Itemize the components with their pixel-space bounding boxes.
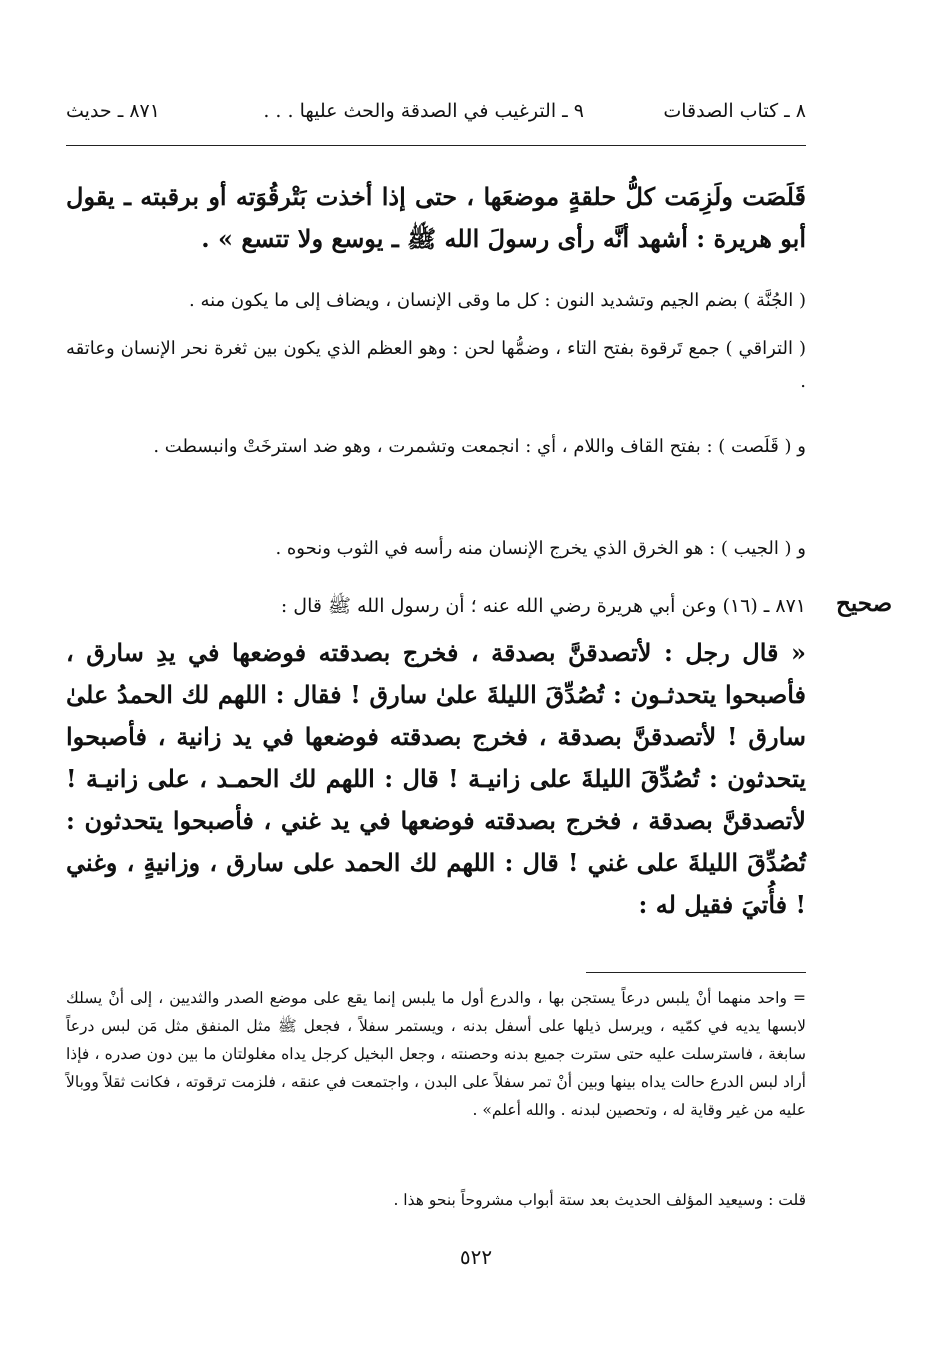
running-header — [66, 100, 806, 134]
hadith-text: « قال رجل : لأتصدقنَّ بصدقة ، فخرج بصدقته فوضعها في يدِ سارق ، فأصبحوا يتحدثـون : تُصُدِّقَ الليلةَ علىٰ سارق ! فقال : اللهم لك الحمدُ علىٰ سارق ! لأتصدقنَّ بصدقة ، فخرج بصدقته فوضعها في يد زانية ، فأصبحوا يتحدثون : تُصُدِّقَ الليلةَ على زانيـة ! قال : اللهم لك الحمـد ، على زانيـة ! لأتصدقنَّ بصدقة ، فخرج بصدقته فوضعها في يد غني ، فأصبحوا يتحدثون : تُصُدِّقَ الليلةَ على غني ! قال : اللهم لك الحمد على سارق ، وزانيةٍ ، وغني ! فأُتيَ فقيل له : — [66, 638, 806, 919]
hadith-continuation: قَلَصَت ولَزِمَت كلُّ حلقةٍ موضعَها ، حتى إذا أخذت بَتْرقُوَته أو برقبته ـ يقول أبو هريرة : أشهد أنَّه رأى رسولَ الله ﷺ ـ يوسع ولا تتسع » . — [66, 182, 806, 253]
hadith-narration: ٨٧١ ـ (١٦) وعن أبي هريرة رضي الله عنه ؛ أن رسول الله ﷺ قال : — [280, 595, 806, 617]
grade-label: صحيح — [836, 590, 893, 617]
note-jayb: و ( الجيب ) : هو الخرق الذي يخرج الإنسان منه رأسه في الثوب ونحوه . — [275, 538, 806, 559]
header-book-title: ٨ ـ كتاب الصدقات — [663, 100, 806, 122]
note-jannah: ( الجُنَّة ) بضم الجيم وتشديد النون : كل ما وقى الإنسان ، ويضاف إلى ما يكون منه . — [189, 290, 806, 311]
header-hadith-ref: ٨٧١ ـ حديث — [66, 100, 160, 122]
note-taraqi: ( التراقي ) جمع تَرقوة بفتح التاء ، وضمُّها لحن : وهو العظم الذي يكون بين ثغرة نحر الإنسان وعاتقه . — [66, 338, 806, 392]
note-qalasat: و ( قَلَصت ) : بفتح القاف واللام ، أي : انجمعت وتشمرت ، وهو ضد استرخَتْ وانبسطت . — [153, 436, 806, 457]
header-divider — [66, 145, 806, 146]
footnote-text: = واحد منهما أنْ يلبس درعاً يستجن بها ، والدرع أول ما يلبس إنما يقع على موضع الصدر والثديين ، إلى أنْ يسلك لابسها يديه في كمّيه ، ويرسل ذيلها على أسفل بدنه ، ويستمر سفلاً ، فجعل ﷺ مثل المنفق مثل مَن لبس درعاً سابغة ، فاسترسلت عليه حتى سترت جميع بدنه وحصنته ، وجعل البخيل كرجل يداه مغلولتان ما بين دون صدره ، فإذا أراد لبس الدرع حالت يداه بينها وبين أنْ تمر سفلاً على البدن ، واجتمعت في عنقه ، فلزمت ترقوته ، فكانت ثقلاً ووبالاً عليه من غير وقاية له ، وتحصين لبدنه . والله أعلم» . — [66, 989, 806, 1119]
footnote-editor-note: قلت : وسيعيد المؤلف الحديث بعد ستة أبواب مشروحاً بنحو هذا . — [393, 1191, 806, 1209]
footnote-divider — [586, 972, 806, 973]
page-number: ٥٢٢ — [459, 1245, 493, 1269]
header-chapter-title: ٩ ـ الترغيب في الصدقة والحث عليها . . . — [263, 100, 584, 122]
